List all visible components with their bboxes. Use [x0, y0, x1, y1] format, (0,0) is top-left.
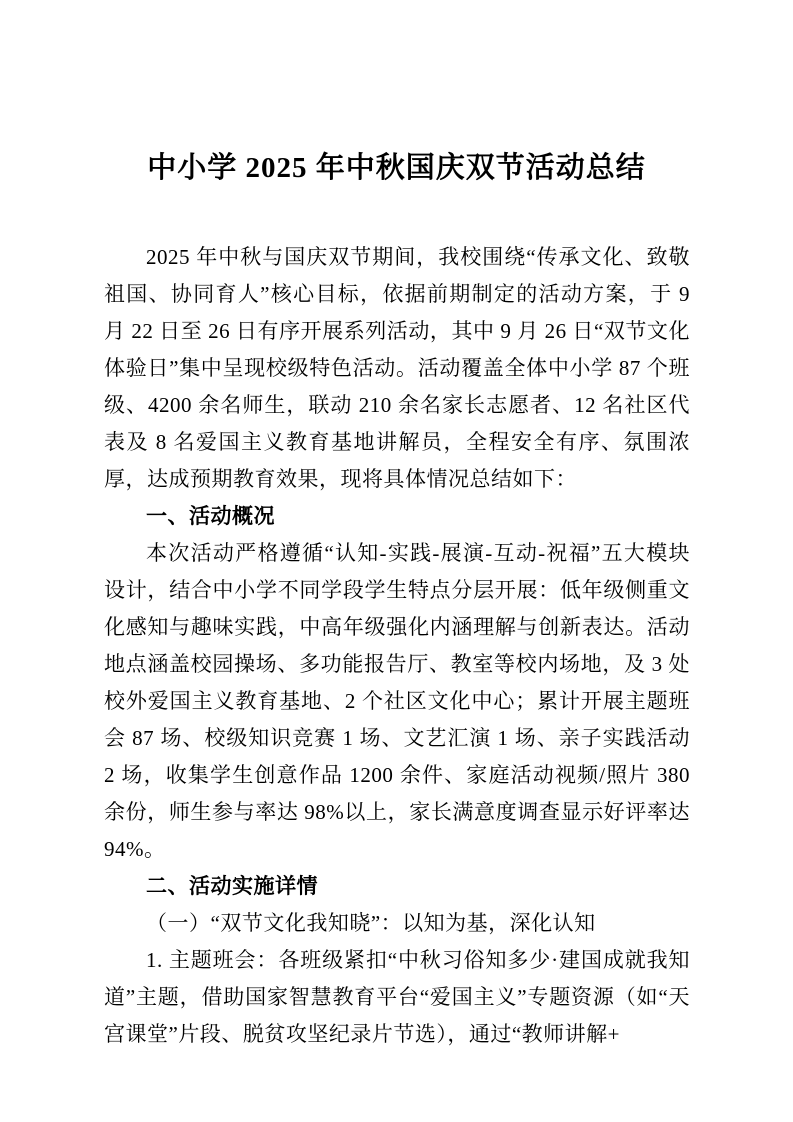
subsection-heading-culture-knowledge: （一）“双节文化我知晓”：以知为基，深化认知	[146, 911, 596, 935]
document-body	[104, 239, 690, 1053]
intro-paragraph: 2025 年中秋与国庆双节期间，我校围绕“传承文化、致敬祖国、协同育人”核心目标，依据前期制定的活动方案，于 9 月 22 日至 26 日有序开展系列活动，其中 9 月 26 日“双节文化体验日”集中呈现校级特色活动。活动覆盖全体中小学 87 个班级、4200 余名师生，联动 210 余名家长志愿者、12 名社区代表及 8 名爱国主义教育基地讲解员，全程安全有序、氛围浓厚，达成预期教育效果，现将具体情况总结如下：	[104, 245, 690, 491]
theme-class-meeting-paragraph: 1. 主题班会：各班级紧扣“中秋习俗知多少·建国成就我知道”主题，借助国家智慧教育平台“爱国主义”专题资源（如“天宫课堂”片段、脱贫攻坚纪录片节选），通过“教师讲解+	[104, 948, 690, 1046]
section-heading-implementation: 二、活动实施详情	[146, 874, 318, 898]
section-heading-overview: 一、活动概况	[146, 504, 275, 528]
overview-paragraph: 本次活动严格遵循“认知-实践-展演-互动-祝福”五大模块设计，结合中小学不同学段学生特点分层开展：低年级侧重文化感知与趣味实践，中高年级强化内涵理解与创新表达。活动地点涵盖校园操场、多功能报告厅、教室等校内场地，及 3 处校外爱国主义教育基地、2 个社区文化中心；累计开展主题班会 87 场、校级知识竞赛 1 场、文艺汇演 1 场、亲子实践活动 2 场，收集学生创意作品 1200 余件、家庭活动视频/照片 380 余份，师生参与率达 98%以上，家长满意度调查显示好评率达 94%。	[104, 541, 690, 861]
document-title: 中小学 2025 年中秋国庆双节活动总结	[147, 152, 646, 184]
